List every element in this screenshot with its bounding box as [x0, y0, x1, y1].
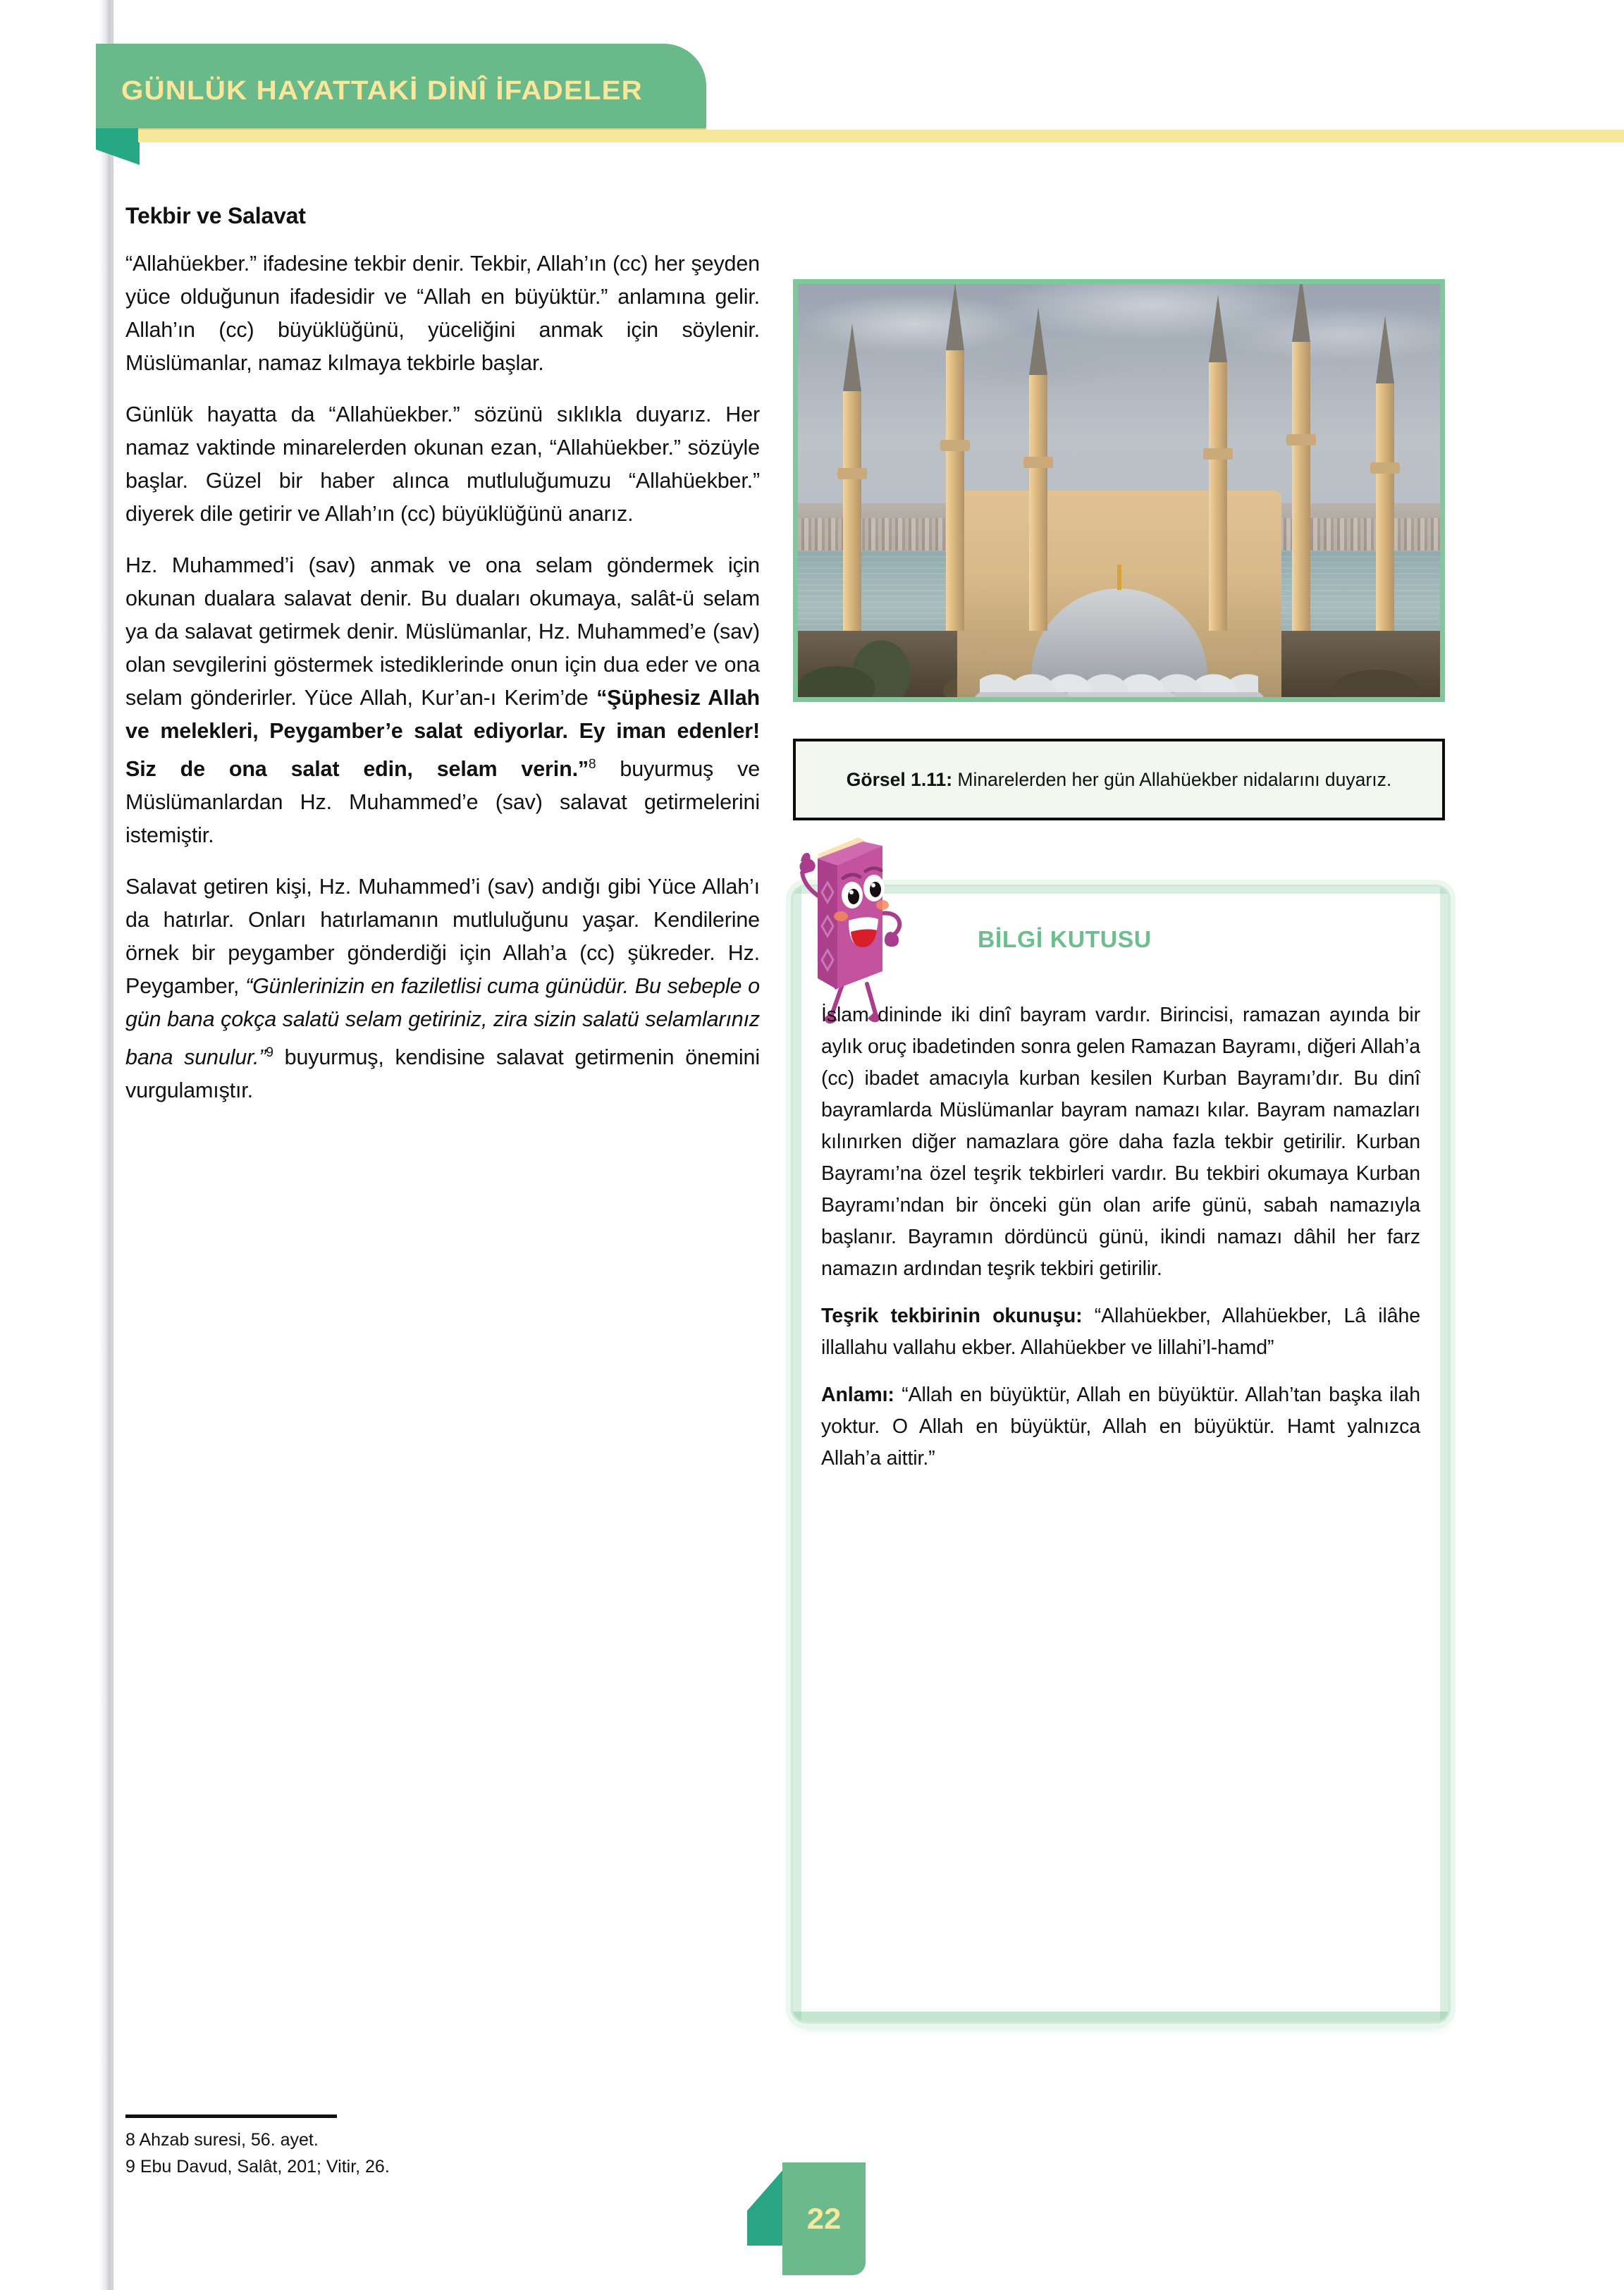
meaning-label: Anlamı:	[821, 1384, 894, 1406]
photo-minaret-6	[1376, 383, 1394, 632]
page-spine-line	[111, 0, 113, 2290]
footnote-marker-8: 8	[589, 757, 596, 772]
paragraph-4-tail: buyurmuş, kendisine salavat getirmenin önemini vurgulamıştır.	[125, 1045, 760, 1103]
footnote-item-8: 8 Ahzab suresi, 56. ayet.	[125, 2130, 319, 2150]
figure-caption-box	[793, 739, 1445, 820]
photo-mosque-building	[957, 491, 1281, 702]
paragraph-3-tail: buyurmuş ve Müslümanlardan Hz. Muhammed’e (sav) salavat getirmelerini istemiştir.	[125, 757, 761, 848]
figure-caption-label: Görsel 1.11:	[846, 769, 953, 790]
meaning-text: “Allah en büyüktür, Allah en büyüktür. Allah’tan başka ilah yoktur. O Allah en büyüktür, Allah en büyüktür. Hamt yalnızca Allah’a aittir.”	[821, 1384, 1420, 1470]
banner-notch-shape	[96, 128, 140, 165]
figure-caption-text	[847, 767, 1391, 792]
info-box	[793, 887, 1448, 2021]
paragraph-3-lead: Hz. Muhammed’i (sav) anmak ve ona selam göndermek için okunan dualara salavat denir. Bu duaları okumaya, salât-ü selam ya da salavat getirmek denir. Müslümanlar, Hz. Muhammed’e (sav) olan sevgilerini göstermek istediklerinde onun için dua eder ve ona selam gönderirler. Yüce Allah, Kur’an-ı Kerim’de	[125, 553, 760, 710]
page-number-text: 22	[806, 2202, 842, 2235]
footnote-marker-9: 9	[266, 1045, 273, 1061]
banner-horizontal-rule	[138, 130, 1624, 142]
page-number-ribbon	[747, 2150, 881, 2277]
paragraph-4-lead: Salavat getiren kişi, Hz. Muhammed’i (sav) andığı gibi Yüce Allah’ı da hatırlar. Onları hatırlamanın mutluluğunu yaşar. Kendilerine örnek bir peygamber gönderdiği için Allah’a (cc) şükreder. Hz. Peygamber,	[125, 875, 760, 999]
footnote-section	[125, 2114, 760, 2180]
unit-header	[0, 0, 1624, 162]
photo-minaret-1	[843, 391, 861, 631]
info-box-reading	[821, 1300, 1420, 1364]
body-paragraph-2: Günlük hayatta da “Allahüekber.” sözünü sıklıkla duyarız. Her namaz vaktinde minarelerden okunan ezan, “Allahüekber.” sözüyle başlar. Güzel bir haber alınca mutluluğumuzu “Allahüekber.” diyerek dile getirir ve Allah’ın (cc) büyüklüğünü anarız.	[125, 402, 760, 526]
body-paragraph-3	[125, 549, 760, 852]
info-box-meaning	[821, 1379, 1420, 1475]
hadith-quote-italic: “Günlerinizin en faziletlisi cuma günüdür. Bu sebeple o gün bana çokça salatü selam getiriniz, zira sizin salatü selamlarınız bana sunulur.”	[125, 974, 760, 1070]
footnote-item-9: 9 Ebu Davud, Salât, 201; Vitir, 26.	[125, 2157, 390, 2177]
reading-text: “Allahüekber, Allahüekber, Lâ ilâhe illallahu vallahu ekber. Allahüekber ve lillahi’l-hamd”	[821, 1305, 1420, 1359]
body-paragraph-1: “Allahüekber.” ifadesine tekbir denir. Tekbir, Allah’ın (cc) her şeyden yüce olduğunun ifadesidir ve “Allah en büyüktür.” anlamına gelir. Allah’ın (cc) büyüklüğünü, yüceliğini anmak için söylenir. Müslümanlar, namaz kılmaya tekbirle başlar.	[125, 252, 760, 375]
unit-title-text: GÜNLÜK HAYATTAKİ DİNÎ İFADELER	[121, 76, 643, 106]
section-subheading: Tekbir ve Salavat	[125, 203, 306, 228]
info-box-content	[821, 999, 1420, 1475]
body-paragraph-4	[125, 870, 760, 1107]
photo-minaret-4	[1209, 362, 1227, 631]
photo-minaret-2	[946, 350, 964, 631]
mosque-photo	[793, 279, 1445, 702]
photo-minaret-3	[1029, 375, 1047, 631]
photo-clouds	[798, 284, 1440, 417]
quran-quote-bold: “Şüphesiz Allah ve melekleri, Peygamber’e salat ediyorlar. Ey iman edenler! Siz de ona salat edin, selam verin.”	[125, 686, 761, 782]
footnote-separator-rule	[125, 2114, 337, 2118]
photo-courtyard-domes	[980, 648, 1259, 692]
photo-minaret-5	[1292, 342, 1310, 631]
main-text-column	[125, 203, 760, 1107]
figure-caption-body: Minarelerden her gün Allahüekber nidalarını duyarız.	[952, 769, 1392, 790]
info-box-title: BİLGİ KUTUSU	[978, 926, 1152, 952]
reading-label: Teşrik tekbirinin okunuşu:	[821, 1305, 1083, 1327]
info-box-paragraph-1: İslam dininde iki dinî bayram vardır. Birincisi, ramazan ayında bir aylık oruç ibadetinden sonra gelen Ramazan Bayramı, diğeri Allah’a (cc) ibadet amacıyla kurban kesilen Kurban Bayramı’dır. Bu dinî bayramlarda Müslümanlar bayram namazı kılar. Bayram namazları kılınırken diğer namazlara göre daha fazla tekbir getirilir. Kurban Bayramı’na özel teşrik tekbirleri vardır. Bu tekbiri okumaya Kurban Bayramı’ndan bir önceki gün olan arife günü, sabah namazıyla başlanır. Bayramın dördüncü günü, ikindi namazı dâhil her farz namazın ardından teşrik tekbiri getirilir.	[821, 1004, 1420, 1280]
